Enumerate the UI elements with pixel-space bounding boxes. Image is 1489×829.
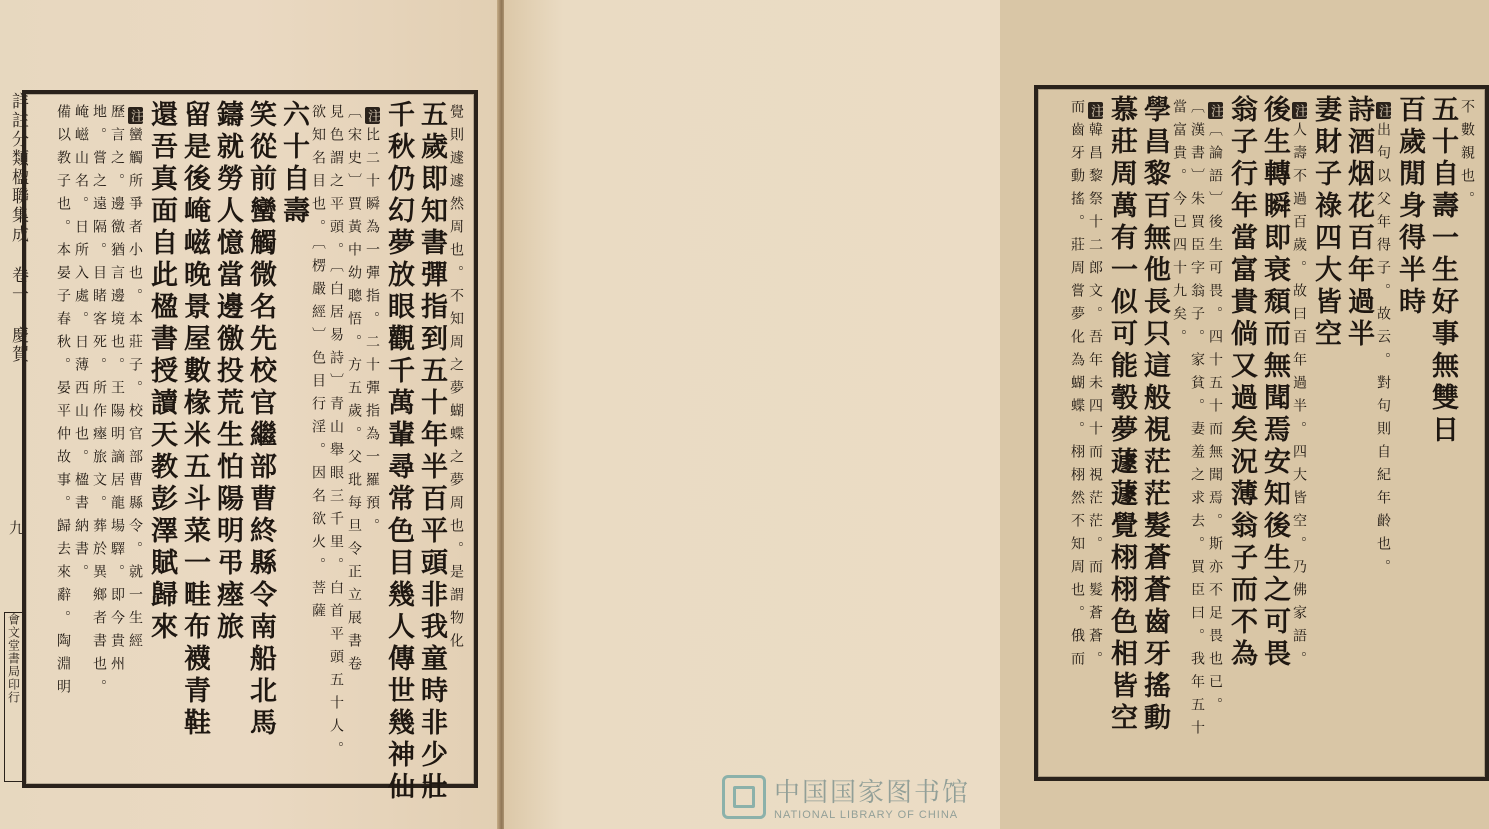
column-text: 妻財子祿四大皆空 [1310,95,1341,351]
right-page-column [1460,99,1474,214]
library-watermark [722,772,970,821]
column-text: 鑄就勞人憶當邊徼投荒生怕陽明弔瘞旅 [212,100,243,644]
margin-section-text: 慶賀 [8,326,28,364]
column-text: 見色謂之平頭。〔白居易詩〕青山舉眼三千里。白首平頭五十人。 [328,104,344,764]
column-text: 六十自壽 [278,100,309,228]
left-page-column [74,104,88,587]
column-text: 五十自壽一生好事無雙日 [1427,95,1458,447]
left-page-column [385,100,412,804]
column-text: 崦嵫山名。日所入處。日薄西山也。楹書納書。 [73,104,89,587]
right-page-column [1312,95,1339,351]
column-text: 人壽不過百歲。故曰百年過半。四大皆空。乃佛家語。 [1291,122,1307,674]
right-page-column [1141,95,1168,735]
annotation-tag: 注 [1292,104,1307,117]
right-page-column [1292,99,1307,674]
column-text: 還吾真面自此楹書授讀天教彭澤賦歸來 [146,100,177,644]
column-text: 千秋仍幻夢放眼觀千萬輩尋常色目幾人傳世幾神仙 [383,100,414,804]
annotation-tag: 注 [1376,104,1391,117]
left-page-column [181,100,208,740]
right-page-column [1088,99,1103,674]
right-text-frame [1034,85,1489,781]
column-text: 〔漢書〕朱買臣字翁子。家貧。妻羞之求去。買臣曰。我年五十 [1189,99,1205,743]
column-text: 笑從前蠻觸微名先校官繼部曹終縣令南船北馬 [245,100,276,740]
column-text: 覺則遽遽然周也。不知周之夢蝴蝶之夢周也。是謂物化 [448,104,464,656]
column-text: 〔宋史〕賈黃中幼聰悟。方五歲。父玭每旦令正立展書卷 [346,104,362,679]
left-page [0,0,500,829]
left-text-frame [22,90,478,804]
column-text: 不數親也。 [1459,99,1475,214]
column-text: 五歲即知書彈指到五十年半百平頭非我童時非少壯 [416,100,447,804]
right-page-column [1376,99,1391,582]
column-text: 比二十瞬為一彈指。二十彈指為一羅預。 [364,127,380,541]
right-page-column [1396,95,1423,319]
left-page-column [247,100,274,740]
annotation-tag: 注 [1208,104,1223,117]
left-page-column [418,100,445,804]
right-page-column [1429,95,1456,447]
column-text: 後生轉瞬即衰頹而無聞焉安知後生之可畏 [1259,95,1290,671]
watermark-cn: 中国国家图书馆 [774,778,971,808]
left-page-column [449,104,463,656]
column-text: 慕莊周萬有一似可能彀夢蘧蘧覺栩栩色相皆空 [1106,95,1137,735]
annotation-tag: 注 [1088,104,1103,117]
watermark-en: NATIONAL LIBRARY OF CHINA [774,809,959,821]
margin-page-number: 九 [7,520,25,535]
left-page-column [110,104,124,679]
right-page-column [1190,99,1204,743]
margin-volume-text: 卷一 [8,266,28,304]
column-text: 韓昌黎祭十二郎文。吾年未四十而視茫茫。而髮蒼蒼。 [1087,122,1103,674]
column-text: 地。嘗之遠隔。目睹客死。所作瘞旅文。葬於異鄉者書也。 [91,104,107,702]
watermark-text [774,772,970,821]
left-page-column [148,100,175,644]
column-text: 蠻觸所爭者小也。本莊子。校官部曹縣令。就一生經 [127,127,143,656]
left-page-column [128,104,143,656]
left-page-column [365,104,380,541]
right-page-column [1108,95,1135,735]
right-page-column [1208,99,1223,720]
right-page-column [1261,95,1288,671]
right-page-column [1345,95,1372,351]
right-page-column [1172,99,1186,352]
annotation-tag: 注 [128,109,143,122]
left-page-column [347,104,361,679]
left-page-column [56,104,70,702]
right-page-column [1228,95,1255,671]
right-page [504,0,1475,829]
annotation-tag: 注 [365,109,380,122]
left-page-column [311,104,325,626]
column-text: 翁子行年當富貴倘又過矣況薄翁子而不為 [1226,95,1257,671]
column-text: 百歲閒身得半時 [1394,95,1425,319]
right-page-column [1070,99,1084,674]
margin-publisher: 會文堂書局印行 [4,612,24,782]
column-text: 〔論語〕後生可畏。四十五十而無聞焉。斯亦不足畏也已。 [1207,122,1223,720]
column-text: 欲知名目也。〔楞嚴經〕色目行淫。因名欲火。菩薩 [310,104,326,626]
left-page-column [280,100,307,228]
column-text: 而齒牙動搖。莊周嘗夢化為蝴蝶。栩栩然不知周也。俄而 [1069,99,1085,674]
column-text: 詩酒烟花百年過半 [1343,95,1374,351]
left-page-column [214,100,241,644]
left-page-column [329,104,343,764]
column-text: 當富貴。今已四十九矣。 [1171,99,1187,352]
column-text: 歷言之。邊徼猶言邊境也。王陽明謫居龍場驛。即今貴州 [109,104,125,679]
margin-title-text: 詳註分類楹聯集成 [8,92,28,244]
column-text: 留是後崦嵫晚景屋數椽米五斗菜一畦布襪青鞋 [179,100,210,740]
column-text: 備以教子也。本晏子春秋。晏平仲故事。歸去來辭。陶淵明 [55,104,71,702]
library-logo-icon [722,775,766,819]
column-text: 學昌黎百無他長只這般視茫茫髮蒼蒼齒牙搖動 [1139,95,1170,735]
left-page-column [92,104,106,702]
column-text: 出句以父年得子。故云。對句則自紀年齡也。 [1375,122,1391,582]
